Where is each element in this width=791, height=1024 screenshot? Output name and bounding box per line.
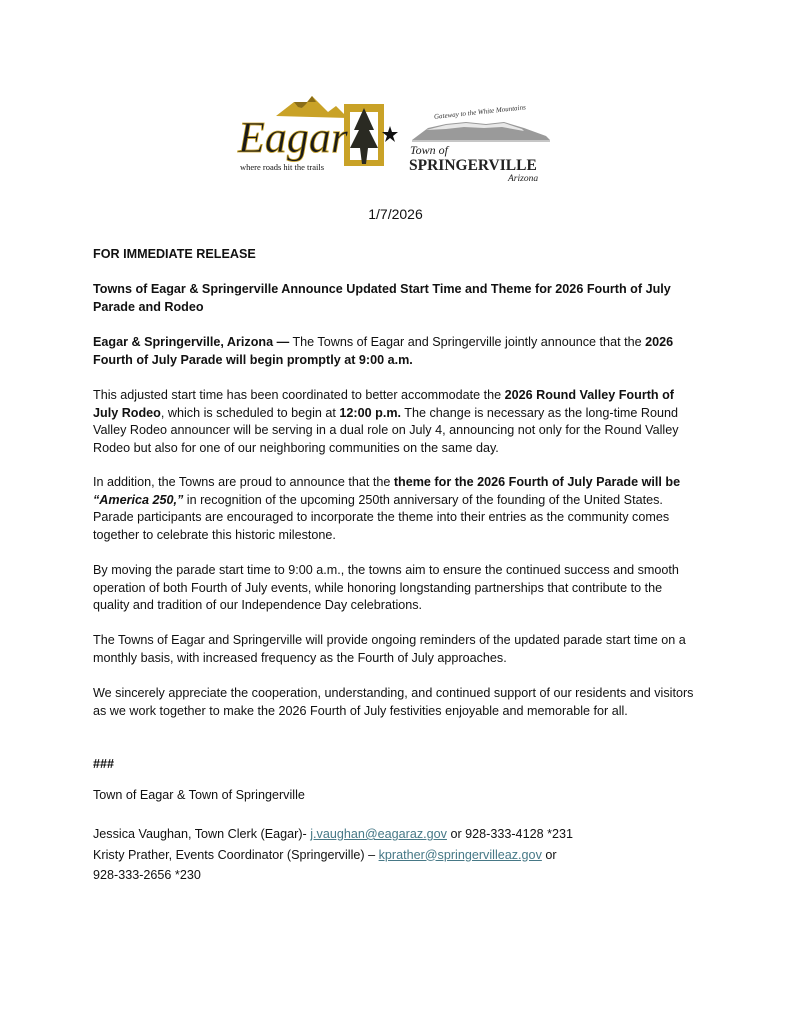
signoff	[93, 787, 698, 805]
paragraph-benefits	[93, 562, 698, 615]
p2-b: 2026 Round Valley Fourth of July Rodeo	[93, 388, 674, 420]
contact-springerville-or: or	[541, 847, 557, 862]
p5-text: The Towns of Eagar and Springerville will provide ongoing reminders of the updated parade start time on a monthly basis, with increased frequency as the Fourth of July approaches.	[93, 633, 686, 665]
p2-e: The change is necessary as the long-time Round Valley Rodeo announcer will be serving in a dual role on July 4, announcing not only for the Round Valley Rodeo but also for one of our neighboring communities on the same day.	[93, 405, 679, 455]
eagar-tagline: where roads hit the trails	[240, 162, 325, 172]
p1-text: The Towns of Eagar and Springerville jointly announce that the	[289, 335, 646, 349]
springerville-arc-text: Gateway to the White Mountains	[433, 103, 527, 121]
springerville-name: SPRINGERVILLE	[409, 157, 537, 174]
paragraph-start-time	[93, 387, 698, 457]
springerville-town-of: Town of	[410, 143, 448, 157]
release-label	[93, 246, 698, 264]
contact-eagar	[93, 826, 698, 844]
dateline: Eagar & Springerville, Arizona —	[93, 335, 290, 349]
eagar-star	[382, 126, 398, 142]
eagar-logo	[236, 94, 398, 176]
contact-springerville-phone: 928-333-2656 *230	[93, 868, 201, 882]
contact-eagar-name: Jessica Vaughan, Town Clerk (Eagar)-	[93, 827, 311, 841]
release-label-text: FOR IMMEDIATE RELEASE	[93, 247, 256, 261]
headline-text: Towns of Eagar & Springerville Announce Updated Start Time and Theme for 2026 Fourth of July Parade and Rodeo	[93, 282, 671, 314]
paragraph-thanks	[93, 685, 698, 720]
headline	[93, 281, 698, 316]
email-link-springerville[interactable]: kprather@springervilleaz.gov	[378, 847, 542, 862]
contacts	[93, 826, 698, 885]
p4-text: By moving the parade start time to 9:00 a.m., the towns aim to ensure the continued success and smooth operation of both Fourth of July events, while honoring longstanding partnerships that contribute to the quality and tradition of our Independence Day celebrations.	[93, 563, 679, 612]
p2-a: This adjusted start time has been coordinated to better accommodate the	[93, 388, 505, 402]
paragraph-announcement	[93, 334, 698, 369]
p6-text: We sincerely appreciate the cooperation, understanding, and continued support of our residents and visitors as we work together to make the 2026 Fourth of July festivities enjoyable and memorable for all.	[93, 686, 694, 718]
paragraph-theme	[93, 474, 698, 544]
contact-eagar-phone: or 928-333-4128 *231	[446, 827, 573, 841]
p3-b: theme for the 2026 Fourth of July Parade will be	[393, 475, 681, 489]
springerville-state: Arizona	[508, 174, 539, 184]
header-logos	[236, 94, 556, 194]
p2-c: , which is scheduled to begin at	[160, 405, 340, 420]
email-link-eagar[interactable]: j.vaughan@eagaraz.gov	[310, 827, 447, 841]
release-date: 1/7/2026	[368, 206, 423, 222]
contact-springerville	[93, 847, 698, 865]
signoff-text: Town of Eagar & Town of Springerville	[93, 788, 305, 802]
paragraph-reminders	[93, 632, 698, 667]
p2-d: 12:00 p.m.	[339, 405, 402, 420]
p3-theme: “America 250,”	[93, 492, 184, 507]
p3-d: in recognition of the upcoming 250th anniversary of the founding of the United States. Parade participants are encouraged to incorporate the theme into their entries as the community comes together to celebrate this historic milestone.	[93, 492, 670, 542]
end-mark-text: ###	[93, 757, 115, 771]
contact-springerville-name: Kristy Prather, Events Coordinator (Springerville) –	[93, 847, 379, 862]
springerville-logo	[406, 100, 556, 186]
end-mark	[93, 756, 698, 774]
p3-a: In addition, the Towns are proud to announce that the	[93, 475, 394, 489]
eagar-wordmark: Eagar	[238, 113, 348, 162]
p1-bold: 2026 Fourth of July Parade will begin promptly at 9:00 a.m.	[93, 335, 674, 367]
